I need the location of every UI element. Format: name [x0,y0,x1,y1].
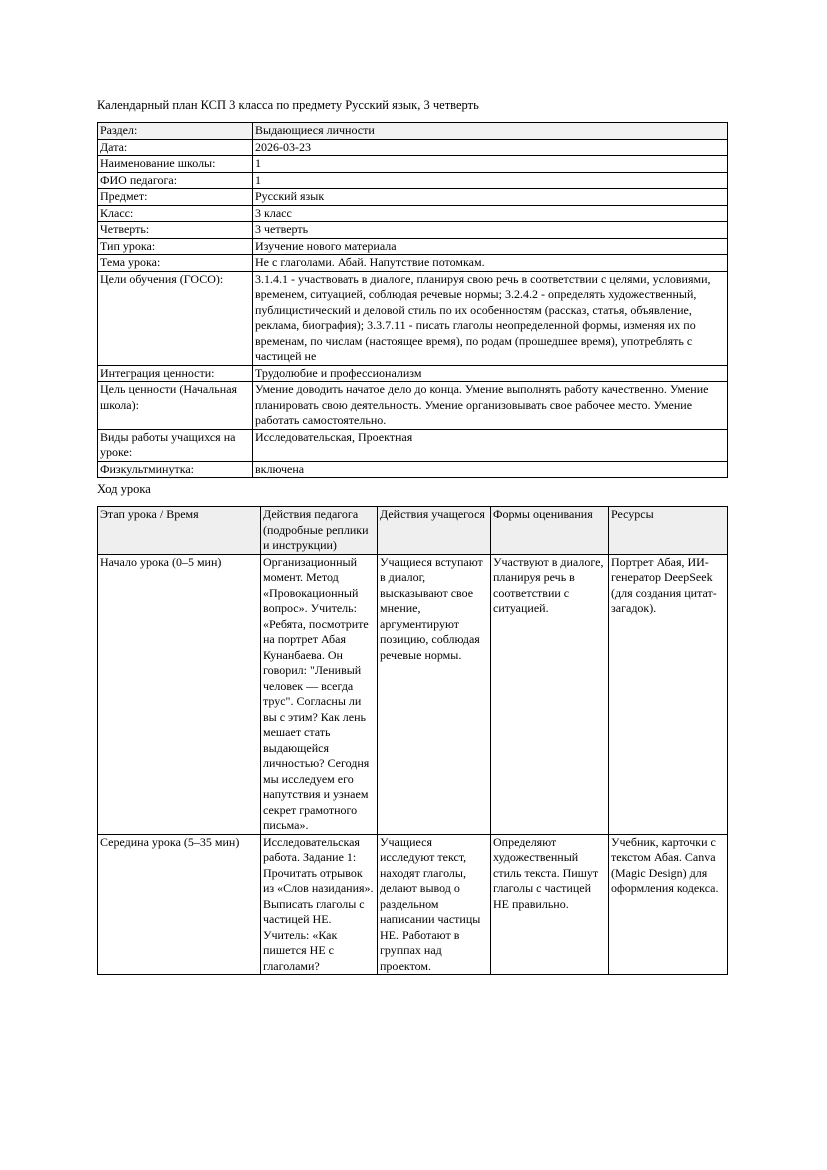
cell-assessment: Участвуют в диалоге, планируя речь в соответствии с ситуацией. [491,554,609,834]
info-row-data [98,139,728,156]
info-value: 1 [253,156,728,173]
info-value: включена [253,461,728,478]
info-label: Тип урока: [98,238,253,255]
lesson-row-middle [98,834,728,975]
document-page [97,97,727,975]
info-row-class [98,205,728,222]
info-row-lesson-type [98,238,728,255]
info-row-values-goal [98,382,728,430]
info-row-teacher [98,172,728,189]
lesson-table-header-row [98,507,728,555]
info-row-learning-goals [98,271,728,365]
info-row-razdel [98,123,728,140]
info-value: Изучение нового материала [253,238,728,255]
info-value: Выдающиеся личности [253,123,728,140]
info-value: Не с глаголами. Абай. Напутствие потомкам. [253,255,728,272]
info-label: Наименование школы: [98,156,253,173]
header-resources: Ресурсы [609,507,728,555]
info-label: Класс: [98,205,253,222]
cell-assessment: Определяют художественный стиль текста. Пишут глаголы с частицей НЕ правильно. [491,834,609,975]
cell-stage: Начало урока (0–5 мин) [98,554,261,834]
cell-student-actions: Учащиеся вступают в диалог, высказывают свое мнение, аргументируют позицию, соблюдая речевые нормы. [378,554,491,834]
info-value: 2026-03-23 [253,139,728,156]
info-row-phys-minute [98,461,728,478]
info-value: Русский язык [253,189,728,206]
info-value: 3.1.4.1 - участвовать в диалоге, планируя свою речь в соответствии с целями, условиями, временем, ситуацией, соблюдая речевые нормы; 3.2.4.2 - определять художественный, публицистический и деловой стиль по их особенностям (рассказ, статья, объявление, реклама, биография); 3.3.7.11 - писать глаголы неопределенной формы, изменяя их по временам, по числам (настоящее время), по родам (прошедшее время), употреблять с частицей не [253,271,728,365]
cell-teacher-actions: Организационный момент. Метод «Провокационный вопрос». Учитель: «Ребята, посмотрите на портрет Абая Кунанбаева. Он говорил: "Ленивый человек — всегда трус". Согласны ли вы с этим? Как лень мешает стать выдающейся личностью? Сегодня мы исследуем его напутствия и узнаем секрет грамотного письма». [261,554,378,834]
info-value: 3 четверть [253,222,728,239]
info-label: Раздел: [98,123,253,140]
cell-resources: Учебник, карточки с текстом Абая. Canva (Magic Design) для оформления кодекса. [609,834,728,975]
header-assessment-forms: Формы оценивания [491,507,609,555]
cell-resources: Портрет Абая, ИИ-генератор DeepSeek (для создания цитат-загадок). [609,554,728,834]
info-row-values-integration [98,365,728,382]
section-heading-lesson-flow: Ход урока [97,482,151,496]
header-stage-time: Этап урока / Время [98,507,261,555]
info-value: 3 класс [253,205,728,222]
info-label: Виды работы учащихся на уроке: [98,429,253,461]
header-teacher-actions: Действия педагога (подробные реплики и инструкции) [261,507,378,555]
info-row-subject [98,189,728,206]
lesson-row-start [98,554,728,834]
document-title: Календарный план КСП 3 класса по предмету Русский язык, 3 четверть [97,98,479,112]
info-label: ФИО педагога: [98,172,253,189]
info-label: Интеграция ценности: [98,365,253,382]
info-label: Дата: [98,139,253,156]
info-value: Трудолюбие и профессионализм [253,365,728,382]
lesson-flow-table [97,506,728,975]
info-label: Четверть: [98,222,253,239]
info-row-work-types [98,429,728,461]
lesson-info-table [97,122,728,478]
info-value: Исследовательская, Проектная [253,429,728,461]
info-label: Тема урока: [98,255,253,272]
info-label: Предмет: [98,189,253,206]
info-row-school [98,156,728,173]
info-label: Цели обучения (ГОСО): [98,271,253,365]
info-label: Физкультминутка: [98,461,253,478]
info-value: 1 [253,172,728,189]
cell-teacher-actions: Исследовательская работа. Задание 1: Прочитать отрывок из «Слов назидания». Выписать глаголы с частицей НЕ. Учитель: «Как пишется НЕ с глаголами? [261,834,378,975]
cell-student-actions: Учащиеся исследуют текст, находят глаголы, делают вывод о раздельном написании частицы НЕ. Работают в группах над проектом. [378,834,491,975]
info-label: Цель ценности (Начальная школа): [98,382,253,430]
info-row-quarter [98,222,728,239]
info-row-lesson-topic [98,255,728,272]
header-student-actions: Действия учащегося [378,507,491,555]
cell-stage: Середина урока (5–35 мин) [98,834,261,975]
info-value: Умение доводить начатое дело до конца. Умение выполнять работу качественно. Умение планировать свою деятельность. Умение организовывать свое рабочее место. Умение работать самостоятельно. [253,382,728,430]
